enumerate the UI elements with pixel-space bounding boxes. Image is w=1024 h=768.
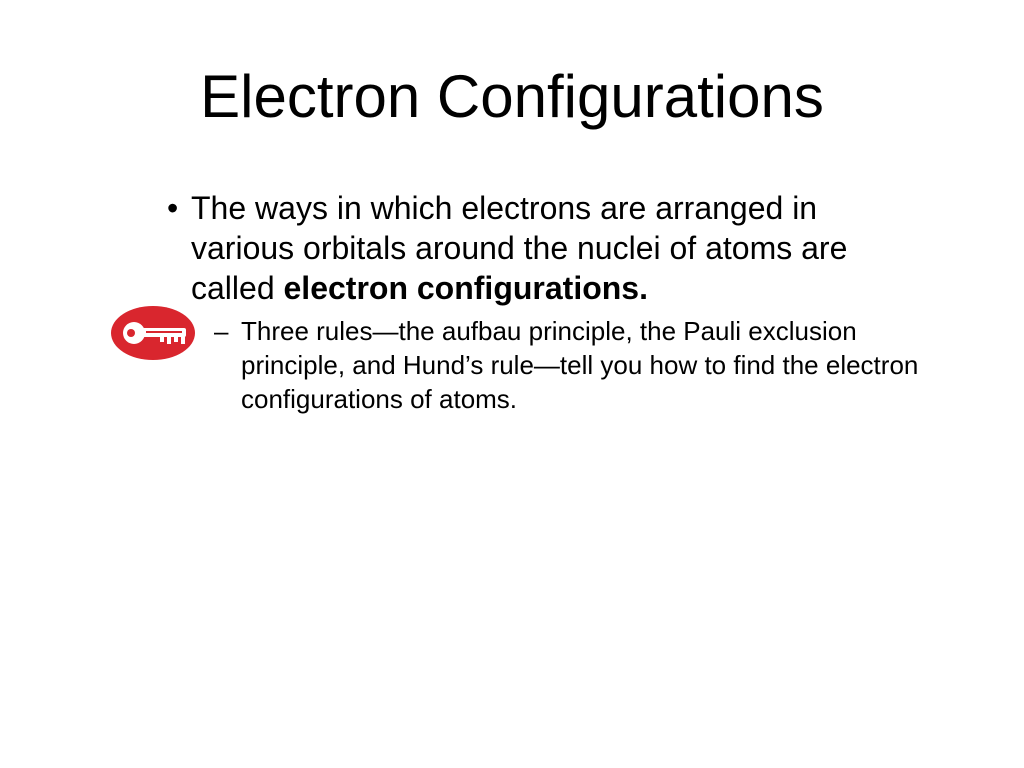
slide-title: Electron Configurations xyxy=(200,63,824,130)
bullet-text xyxy=(191,188,907,308)
bullet-marker: • xyxy=(167,190,179,226)
bullet-item xyxy=(167,188,907,308)
sub-bullet-marker: – xyxy=(214,316,229,346)
bullet-text-regular: The ways in which electrons are arranged in various orbitals around the nuclei of atoms are called xyxy=(191,190,848,306)
sub-bullet-item xyxy=(214,314,924,416)
key-icon xyxy=(110,305,196,361)
bullet-text-bold: electron configurations. xyxy=(283,270,648,306)
sub-bullet-text: Three rules—the aufbau principle, the Pauli exclusion principle, and Hund’s rule—tell you how to find the electron configurations of atoms. xyxy=(241,316,919,414)
